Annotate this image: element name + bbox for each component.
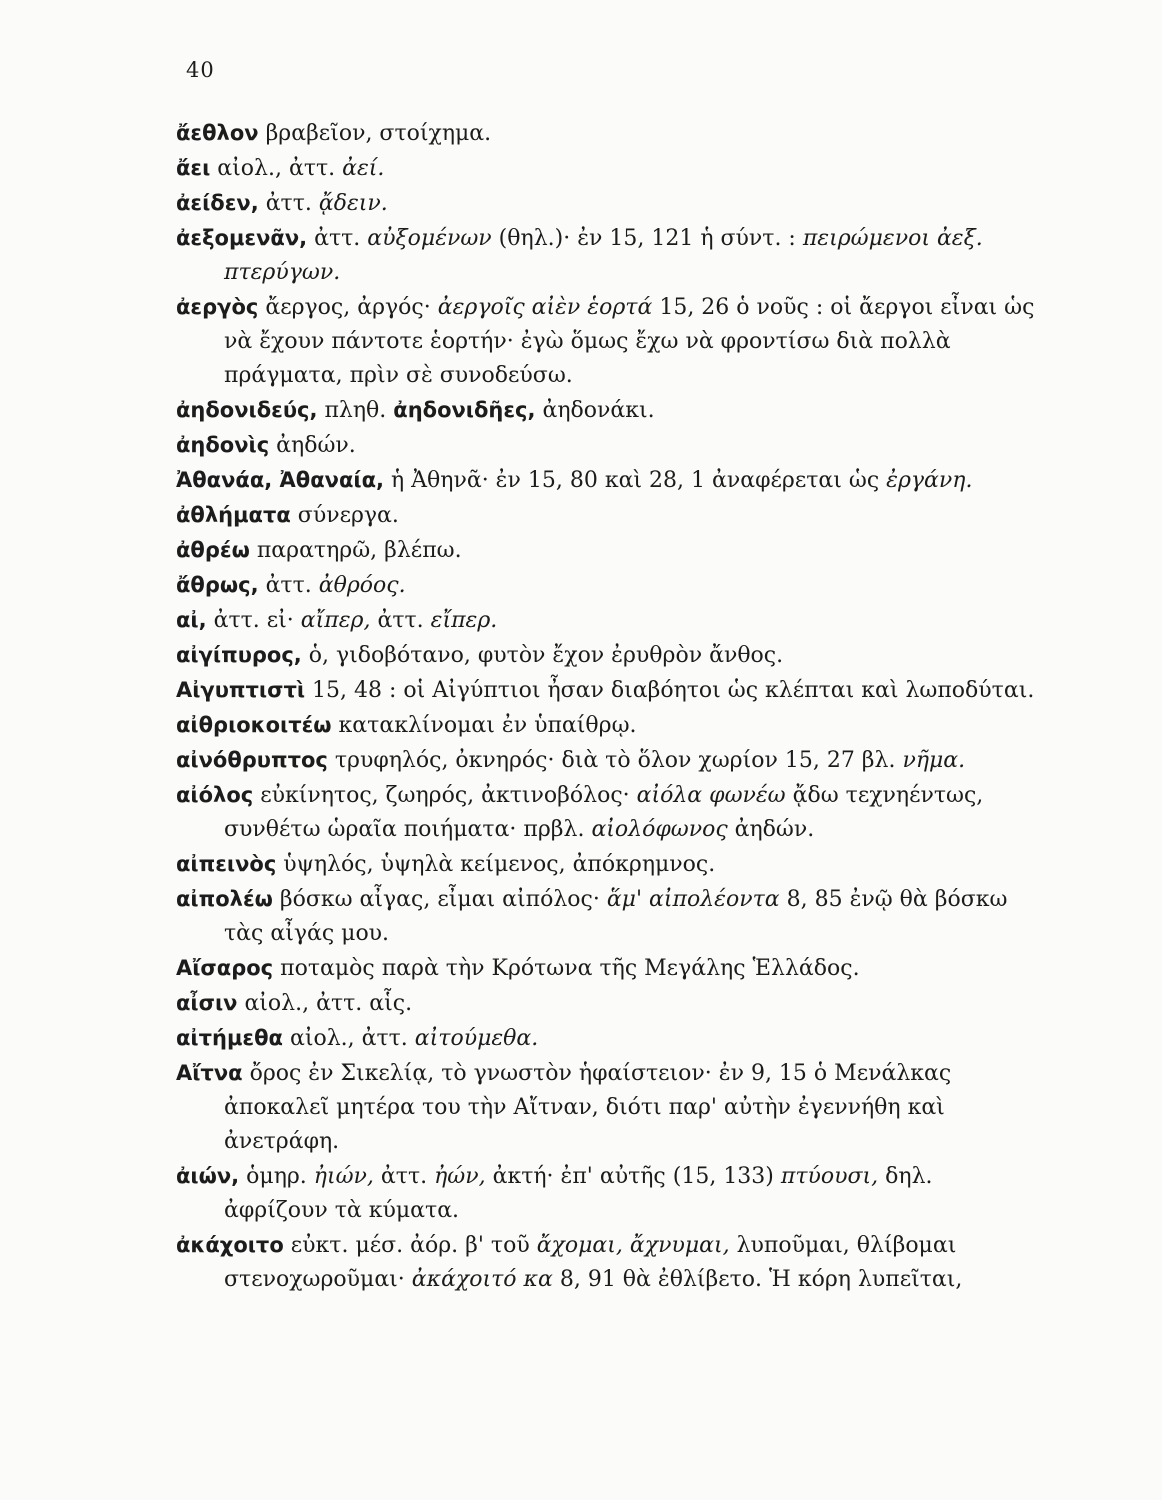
entry-definition: ἐργάνη.: [886, 468, 973, 493]
entry-headword: ἄεθλον: [176, 121, 259, 145]
entry-headword: αἰπεινὸς: [176, 852, 277, 876]
entry-definition: πειρώμενοι ἀεξ. πτερύγων.: [224, 226, 983, 285]
entry-definition: 8, 91 θὰ ἐθλίβετο. Ἡ κόρη λυπεῖται,: [552, 1267, 963, 1292]
entry-headword: αἰ,: [176, 608, 207, 632]
entry-definition: τρυφηλός, ὀκνηρός· διὰ τὸ ὅλον χωρίον 15, 27 βλ.: [327, 748, 903, 773]
entry-definition: εἴπερ.: [430, 608, 498, 633]
glossary-entry: [176, 116, 1036, 151]
entry-definition: 15, 48 : οἱ Αἰγύπτιοι ἦσαν διαβόητοι ὡς κλέπται καὶ λωποδύται.: [305, 678, 1035, 703]
entry-definition: ποταμὸς παρὰ τὴν Κρότωνα τῆς Μεγάλης Ἑλλάδος.: [273, 956, 860, 981]
entry-definition: ἠών,: [434, 1164, 486, 1189]
glossary-entry: [176, 1159, 1036, 1228]
entry-headword: αἰθριοκοιτέω: [176, 713, 332, 737]
entry-headword: ἀκάχοιτο: [176, 1233, 284, 1257]
entry-headword: αἰγίπυρος,: [176, 643, 302, 667]
entry-definition: δηλ. ἀφρίζουν τὰ κύματα.: [224, 1164, 933, 1223]
entry-definition: ἀττ.: [258, 191, 319, 216]
glossary-entry: [176, 778, 1036, 847]
entry-definition: ἠιών,: [313, 1164, 374, 1189]
entry-headword: Αἰγυπτιστὶ: [176, 678, 306, 702]
glossary-entry: [176, 1056, 1036, 1159]
entry-definition: ἀττ. εἰ·: [206, 608, 301, 633]
glossary-entry: [176, 428, 1036, 463]
glossary-entry: [176, 708, 1036, 743]
entry-definition: ᾄδειν.: [318, 191, 388, 216]
entry-definition: ἀηδών.: [727, 817, 815, 842]
glossary-entry: [176, 638, 1036, 673]
entry-definition: ἀθρόος.: [318, 573, 406, 598]
entry-definition: αἴπερ,: [300, 608, 371, 633]
glossary-entry: [176, 533, 1036, 568]
entry-definition: αὐξομένων: [367, 226, 492, 251]
glossary-entry: [176, 221, 1036, 290]
entry-definition: ἡ Ἀθηνᾶ· ἐν 15, 80 καὶ 28, 1 ἀναφέρεται ὡς: [383, 468, 887, 493]
glossary-entry: [176, 847, 1036, 882]
entry-definition: παρατηρῶ, βλέπω.: [249, 538, 462, 563]
entry-definition: εὐκτ. μέσ. ἀόρ. β' τοῦ: [283, 1233, 537, 1258]
entry-definition: ᾄδω τεχνηέντως, συνθέτω ὡραῖα ποιήματα· πρβλ.: [224, 783, 984, 842]
entry-definition: πτύουσι,: [780, 1164, 879, 1189]
entry-definition: ἀεί.: [342, 156, 385, 181]
entry-headword: ἄει: [176, 156, 211, 180]
entry-headword: ἀείδεν,: [176, 191, 259, 215]
entry-definition: αἰολ., ἀττ.: [282, 1026, 415, 1051]
entry-definition: ἅμ' αἰπολέοντα: [606, 887, 780, 912]
glossary-entry: [176, 568, 1036, 603]
entry-definition: ὄρος ἐν Σικελίᾳ, τὸ γνωστὸν ἡφαίστειον· ἐν 9, 15 ὁ Μενάλκας ἀποκαλεῖ μητέρα του τὴν Αἴτναν, διότι παρ' αὐτὴν ἐγεννήθη καὶ ἀνετράφη.: [224, 1061, 952, 1154]
entry-headword: Ἀθανάα, Ἀθαναία,: [176, 468, 384, 492]
glossary-entries: [176, 116, 1036, 1297]
entry-headword: ἀεξομενᾶν,: [176, 226, 308, 250]
glossary-entry: [176, 1228, 1036, 1297]
page-number: 40: [186, 58, 215, 82]
entry-definition: ἄχομαι, ἄχνυμαι,: [536, 1233, 730, 1258]
glossary-entry: [176, 498, 1036, 533]
entry-definition: αἰτούμεθα.: [414, 1026, 539, 1051]
entry-headword: ἀεργὸς: [176, 295, 259, 319]
glossary-entry: [176, 986, 1036, 1021]
entry-definition: πληθ.: [317, 398, 394, 423]
glossary-entry: [176, 1021, 1036, 1056]
entry-definition: ἀττ.: [370, 608, 431, 633]
entry-headword: ἀηδονιδεύς,: [176, 398, 318, 422]
entry-headword: αἰόλος: [176, 783, 254, 807]
glossary-entry: [176, 186, 1036, 221]
entry-headword: αἰτήμεθα: [176, 1026, 283, 1050]
entry-definition: ἀεργοῖς αἰὲν ἑορτά: [437, 295, 653, 320]
glossary-entry: [176, 603, 1036, 638]
entry-definition: ἀηδών.: [269, 433, 356, 458]
entry-definition: βραβεῖον, στοίχημα.: [258, 121, 492, 146]
glossary-entry: [176, 151, 1036, 186]
entry-definition: σύνεργα.: [290, 503, 399, 528]
entry-definition: ὁ, γιδοβότανο, φυτὸν ἔχον ἐρυθρὸν ἄνθος.: [301, 643, 784, 668]
glossary-entry: [176, 463, 1036, 498]
entry-definition: ἀττ.: [373, 1164, 435, 1189]
entry-definition: ἀττ.: [258, 573, 319, 598]
entry-headword: ἀηδονὶς: [176, 433, 270, 457]
glossary-entry: [176, 290, 1036, 393]
glossary-entry: [176, 743, 1036, 778]
entry-headword: ἄθρως,: [176, 573, 259, 597]
entry-definition: αἰόλα φωνέω: [636, 783, 786, 808]
entry-headword: ἀθλήματα: [176, 503, 291, 527]
entry-definition: ἀηδονάκι.: [535, 398, 655, 423]
entry-headword: αἰπολέω: [176, 887, 273, 911]
entry-definition: αἰολ., ἀττ. αἷς.: [237, 991, 413, 1016]
entry-definition: 8, 85 ἐνῷ θὰ βόσκω τὰς αἶγάς μου.: [224, 887, 1008, 946]
entry-definition: ἀττ.: [307, 226, 368, 251]
entry-definition: νῆμα.: [902, 748, 966, 773]
entry-headword: Αἴσαρος: [176, 956, 274, 980]
glossary-entry: [176, 393, 1036, 428]
glossary-entry: [176, 673, 1036, 708]
entry-definition: 15, 26 ὁ νοῦς : οἱ ἄεργοι εἶναι ὡς νὰ ἔχουν πάντοτε ἑορτήν· ἐγὼ ὅμως ἔχω νὰ φροντίσω διὰ πολλὰ πράγματα, πρὶν σὲ συνοδεύσω.: [224, 295, 1035, 388]
entry-headword: ἀθρέω: [176, 538, 250, 562]
entry-definition: αἰολόφωνος: [591, 817, 728, 842]
entry-definition: λυποῦμαι, θλίβομαι στενοχωροῦμαι·: [224, 1233, 957, 1292]
entry-definition: κατακλίνομαι ἐν ὑπαίθρῳ.: [331, 713, 637, 738]
entry-definition: ὁμηρ.: [239, 1164, 314, 1189]
entry-headword-variant: ἀηδονιδῆες,: [393, 398, 536, 422]
entry-definition: (θηλ.)· ἐν 15, 121 ἡ σύντ. :: [491, 226, 803, 251]
entry-headword: ἀιών,: [176, 1164, 240, 1188]
entry-definition: ἄεργος, ἀργός·: [258, 295, 438, 320]
entry-headword: αἰνόθρυπτος: [176, 748, 328, 772]
entry-headword: αἶσιν: [176, 991, 238, 1015]
entry-definition: βόσκω αἶγας, εἶμαι αἰπόλος·: [272, 887, 607, 912]
glossary-entry: [176, 882, 1036, 951]
entry-definition: αἰολ., ἀττ.: [210, 156, 343, 181]
entry-definition: ἀκτή· ἐπ' αὐτῆς (15, 133): [485, 1164, 781, 1189]
glossary-entry: [176, 951, 1036, 986]
entry-definition: ὑψηλός, ὑψηλὰ κείμενος, ἀπόκρημνος.: [276, 852, 716, 877]
entry-headword: Αἴτνα: [176, 1061, 243, 1085]
entry-definition: εὐκίνητος, ζωηρός, ἀκτινοβόλος·: [253, 783, 637, 808]
entry-definition: ἀκάχοιτό κα: [411, 1267, 553, 1292]
